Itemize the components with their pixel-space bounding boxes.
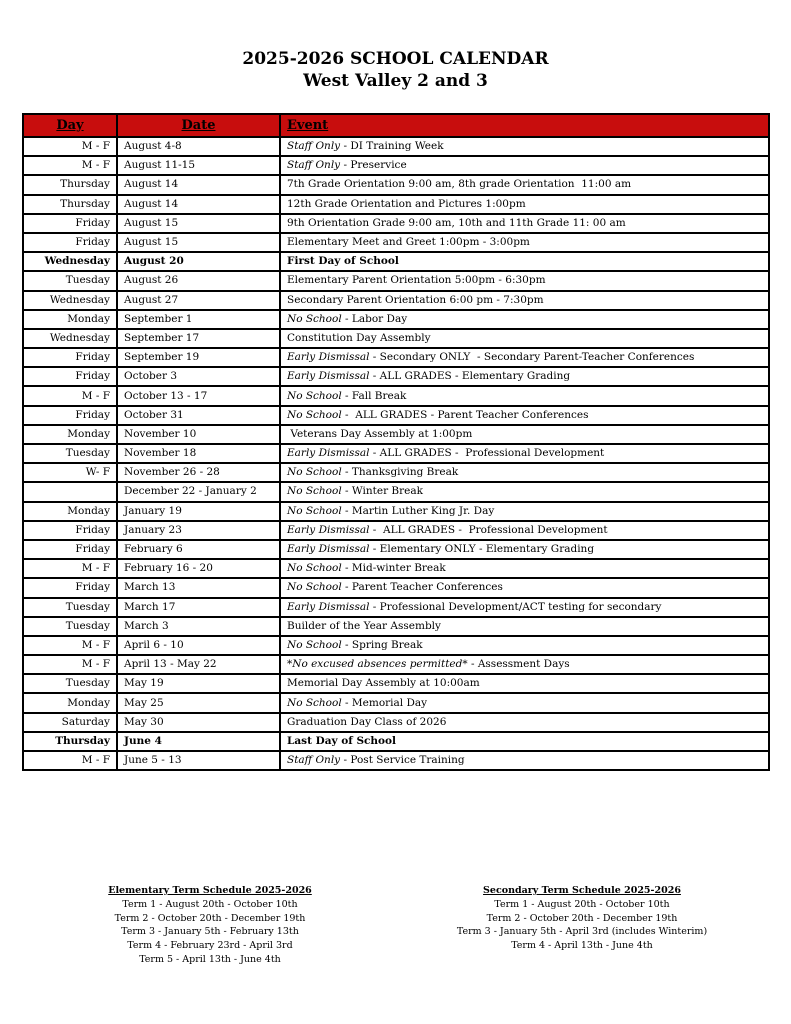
event-text: - Martin Luther King Jr. Day <box>341 504 495 517</box>
table-header-row <box>23 114 769 137</box>
elementary-term-list <box>60 898 360 967</box>
cell-date: August 27 <box>117 291 280 310</box>
table-row <box>23 732 769 751</box>
cell-day: M - F <box>23 751 117 770</box>
event-text: - Professional Development/ACT testing for secondary <box>369 600 662 613</box>
cell-event <box>280 713 769 732</box>
cell-event <box>280 463 769 482</box>
event-category: No School <box>287 408 342 421</box>
cell-event <box>280 406 769 425</box>
cell-date: March 13 <box>117 578 280 597</box>
event-text: First Day of School <box>287 255 399 268</box>
cell-date: March 3 <box>117 617 280 636</box>
cell-date: December 22 - January 2 <box>117 482 280 501</box>
column-header-event: Event <box>280 114 769 137</box>
term-line: Term 3 - January 5th - April 3rd (includes Winterim) <box>456 926 708 938</box>
table-row <box>23 386 769 405</box>
term-line: Term 4 - February 23rd - April 3rd <box>127 940 293 952</box>
table-row <box>23 348 769 367</box>
cell-day: Monday <box>23 310 117 329</box>
event-text: Secondary Parent Orientation 6:00 pm - 7:30pm <box>287 293 544 306</box>
cell-day: Friday <box>23 233 117 252</box>
table-row <box>23 195 769 214</box>
page-subtitle: West Valley 2 and 3 <box>303 71 488 91</box>
event-text: Constitution Day Assembly <box>287 331 431 344</box>
cell-day: W- F <box>23 463 117 482</box>
secondary-term-list <box>432 898 732 953</box>
event-category: Staff Only <box>287 754 341 767</box>
cell-date: January 19 <box>117 502 280 521</box>
event-text: Veterans Day Assembly at 1:00pm <box>287 427 473 440</box>
cell-event <box>280 444 769 463</box>
cell-date: August 15 <box>117 233 280 252</box>
cell-date: May 30 <box>117 713 280 732</box>
cell-date: September 17 <box>117 329 280 348</box>
elementary-term-schedule <box>60 884 360 967</box>
cell-event <box>280 348 769 367</box>
event-text: - Mid-winter Break <box>341 562 446 575</box>
event-text: - Preservice <box>340 159 407 172</box>
cell-day: Wednesday <box>23 329 117 348</box>
cell-date: November 18 <box>117 444 280 463</box>
cell-date: February 6 <box>117 540 280 559</box>
event-text: - Secondary ONLY - Secondary Parent-Teacher Conferences <box>369 351 695 364</box>
secondary-term-schedule <box>432 884 732 953</box>
cell-day: Friday <box>23 367 117 386</box>
event-category: No School <box>287 504 342 517</box>
cell-day <box>23 482 117 501</box>
cell-date: August 26 <box>117 271 280 290</box>
cell-day: Friday <box>23 578 117 597</box>
cell-day: Friday <box>23 214 117 233</box>
cell-event <box>280 137 769 156</box>
table-row <box>23 540 769 559</box>
column-header-day: Day <box>23 114 117 137</box>
cell-day: Tuesday <box>23 598 117 617</box>
event-text: - DI Training Week <box>340 140 444 153</box>
cell-date: August 14 <box>117 195 280 214</box>
table-row <box>23 291 769 310</box>
cell-date: January 23 <box>117 521 280 540</box>
table-row <box>23 233 769 252</box>
event-text: 12th Grade Orientation and Pictures 1:00pm <box>287 197 526 210</box>
cell-event <box>280 386 769 405</box>
cell-day: Tuesday <box>23 444 117 463</box>
event-category: No School <box>287 312 342 325</box>
cell-event <box>280 271 769 290</box>
table-row <box>23 252 769 271</box>
cell-event <box>280 636 769 655</box>
cell-date: April 6 - 10 <box>117 636 280 655</box>
cell-event <box>280 502 769 521</box>
cell-date: October 13 - 17 <box>117 386 280 405</box>
cell-event <box>280 617 769 636</box>
cell-event <box>280 252 769 271</box>
cell-date: August 20 <box>117 252 280 271</box>
cell-day: Wednesday <box>23 291 117 310</box>
term-line: Term 1 - August 20th - October 10th <box>122 898 298 910</box>
event-category: No School <box>287 696 342 709</box>
table-row <box>23 367 769 386</box>
event-category: No School <box>287 485 342 498</box>
cell-day: Thursday <box>23 195 117 214</box>
event-category: Staff Only <box>287 159 341 172</box>
cell-event <box>280 521 769 540</box>
cell-event <box>280 291 769 310</box>
cell-event <box>280 482 769 501</box>
table-row <box>23 751 769 770</box>
table-row <box>23 655 769 674</box>
elementary-schedule-heading: Elementary Term Schedule 2025-2026 <box>108 885 312 896</box>
cell-day: Wednesday <box>23 252 117 271</box>
event-text: - ALL GRADES - Parent Teacher Conferences <box>341 408 589 421</box>
cell-date: November 10 <box>117 425 280 444</box>
event-text: - ALL GRADES - Professional Development <box>369 523 608 536</box>
event-category: *No excused absences permitted* <box>287 658 468 671</box>
cell-event <box>280 693 769 712</box>
cell-date: February 16 - 20 <box>117 559 280 578</box>
term-line: Term 5 - April 13th - June 4th <box>139 953 281 965</box>
cell-date: May 25 <box>117 693 280 712</box>
event-text: 7th Grade Orientation 9:00 am, 8th grade Orientation 11:00 am <box>287 178 632 191</box>
event-text: Last Day of School <box>287 734 397 747</box>
cell-day: M - F <box>23 655 117 674</box>
event-text: - ALL GRADES - Elementary Grading <box>369 370 571 383</box>
event-text: Elementary Meet and Greet 1:00pm - 3:00pm <box>287 236 530 249</box>
cell-day: Friday <box>23 348 117 367</box>
calendar-table <box>22 113 770 771</box>
cell-date: August 11-15 <box>117 156 280 175</box>
event-text: - Fall Break <box>341 389 407 402</box>
cell-date: May 19 <box>117 674 280 693</box>
cell-date: November 26 - 28 <box>117 463 280 482</box>
cell-event <box>280 674 769 693</box>
event-category: Staff Only <box>287 140 341 153</box>
table-row <box>23 156 769 175</box>
cell-event <box>280 732 769 751</box>
cell-event <box>280 540 769 559</box>
event-text: - Assessment Days <box>467 658 570 671</box>
cell-day: M - F <box>23 137 117 156</box>
cell-date: October 31 <box>117 406 280 425</box>
cell-day: Friday <box>23 406 117 425</box>
event-category: Early Dismissal <box>287 351 370 364</box>
table-row <box>23 175 769 194</box>
event-text: Memorial Day Assembly at 10:00am <box>287 677 480 690</box>
term-line: Term 2 - October 20th - December 19th <box>114 912 306 924</box>
cell-event <box>280 214 769 233</box>
table-row <box>23 406 769 425</box>
table-row <box>23 444 769 463</box>
cell-day: Friday <box>23 540 117 559</box>
cell-day: M - F <box>23 559 117 578</box>
event-text: - Winter Break <box>341 485 424 498</box>
cell-event <box>280 559 769 578</box>
cell-event <box>280 751 769 770</box>
cell-date: September 1 <box>117 310 280 329</box>
event-category: Early Dismissal <box>287 447 370 460</box>
cell-date: March 17 <box>117 598 280 617</box>
table-row <box>23 310 769 329</box>
table-row <box>23 482 769 501</box>
cell-date: August 4-8 <box>117 137 280 156</box>
cell-event <box>280 655 769 674</box>
cell-day: Monday <box>23 425 117 444</box>
event-text: - Thanksgiving Break <box>341 466 459 479</box>
event-text: - Elementary ONLY - Elementary Grading <box>369 543 595 556</box>
table-row <box>23 214 769 233</box>
cell-day: Thursday <box>23 175 117 194</box>
table-row <box>23 329 769 348</box>
cell-day: Tuesday <box>23 271 117 290</box>
event-category: No School <box>287 638 342 651</box>
event-category: Early Dismissal <box>287 523 370 536</box>
event-category: Early Dismissal <box>287 370 370 383</box>
table-row <box>23 137 769 156</box>
event-text: - Memorial Day <box>341 696 428 709</box>
secondary-schedule-heading: Secondary Term Schedule 2025-2026 <box>483 885 681 896</box>
table-row <box>23 502 769 521</box>
cell-day: M - F <box>23 636 117 655</box>
term-line: Term 3 - January 5th - February 13th <box>121 926 299 938</box>
cell-date: September 19 <box>117 348 280 367</box>
column-header-date: Date <box>117 114 280 137</box>
event-category: Early Dismissal <box>287 600 370 613</box>
cell-day: Monday <box>23 502 117 521</box>
term-line: Term 2 - October 20th - December 19th <box>486 912 678 924</box>
cell-event <box>280 329 769 348</box>
event-text: 9th Orientation Grade 9:00 am, 10th and 11th Grade 11: 00 am <box>287 216 626 229</box>
cell-day: Monday <box>23 693 117 712</box>
cell-day: Tuesday <box>23 674 117 693</box>
event-category: No School <box>287 581 342 594</box>
table-row <box>23 521 769 540</box>
cell-day: Friday <box>23 521 117 540</box>
cell-date: June 5 - 13 <box>117 751 280 770</box>
cell-date: August 14 <box>117 175 280 194</box>
cell-event <box>280 598 769 617</box>
event-text: - Post Service Training <box>340 754 465 767</box>
cell-date: October 3 <box>117 367 280 386</box>
cell-event <box>280 233 769 252</box>
table-row <box>23 598 769 617</box>
cell-event <box>280 175 769 194</box>
cell-day: Saturday <box>23 713 117 732</box>
table-row <box>23 617 769 636</box>
table-row <box>23 271 769 290</box>
cell-event <box>280 195 769 214</box>
table-row <box>23 559 769 578</box>
event-text: Builder of the Year Assembly <box>287 619 441 632</box>
cell-day: M - F <box>23 386 117 405</box>
calendar-body <box>23 137 769 770</box>
cell-event <box>280 156 769 175</box>
cell-day: Tuesday <box>23 617 117 636</box>
event-category: No School <box>287 389 342 402</box>
term-line: Term 4 - April 13th - June 4th <box>511 940 653 952</box>
term-line: Term 1 - August 20th - October 10th <box>494 898 670 910</box>
cell-date: April 13 - May 22 <box>117 655 280 674</box>
event-text: - Spring Break <box>341 638 423 651</box>
event-text: - Labor Day <box>341 312 408 325</box>
cell-event <box>280 310 769 329</box>
cell-event <box>280 367 769 386</box>
table-row <box>23 463 769 482</box>
table-row <box>23 674 769 693</box>
cell-day: Thursday <box>23 732 117 751</box>
event-text: - Parent Teacher Conferences <box>341 581 503 594</box>
event-text: Graduation Day Class of 2026 <box>287 715 447 728</box>
table-row <box>23 713 769 732</box>
event-text: - ALL GRADES - Professional Development <box>369 447 605 460</box>
table-row <box>23 425 769 444</box>
event-category: Early Dismissal <box>287 543 370 556</box>
cell-date: June 4 <box>117 732 280 751</box>
cell-date: August 15 <box>117 214 280 233</box>
page-title: 2025-2026 SCHOOL CALENDAR <box>242 49 549 69</box>
table-row <box>23 578 769 597</box>
event-category: No School <box>287 562 342 575</box>
event-category: No School <box>287 466 342 479</box>
cell-event <box>280 578 769 597</box>
table-row <box>23 693 769 712</box>
cell-day: M - F <box>23 156 117 175</box>
table-row <box>23 636 769 655</box>
cell-event <box>280 425 769 444</box>
event-text: Elementary Parent Orientation 5:00pm - 6:30pm <box>287 274 546 287</box>
